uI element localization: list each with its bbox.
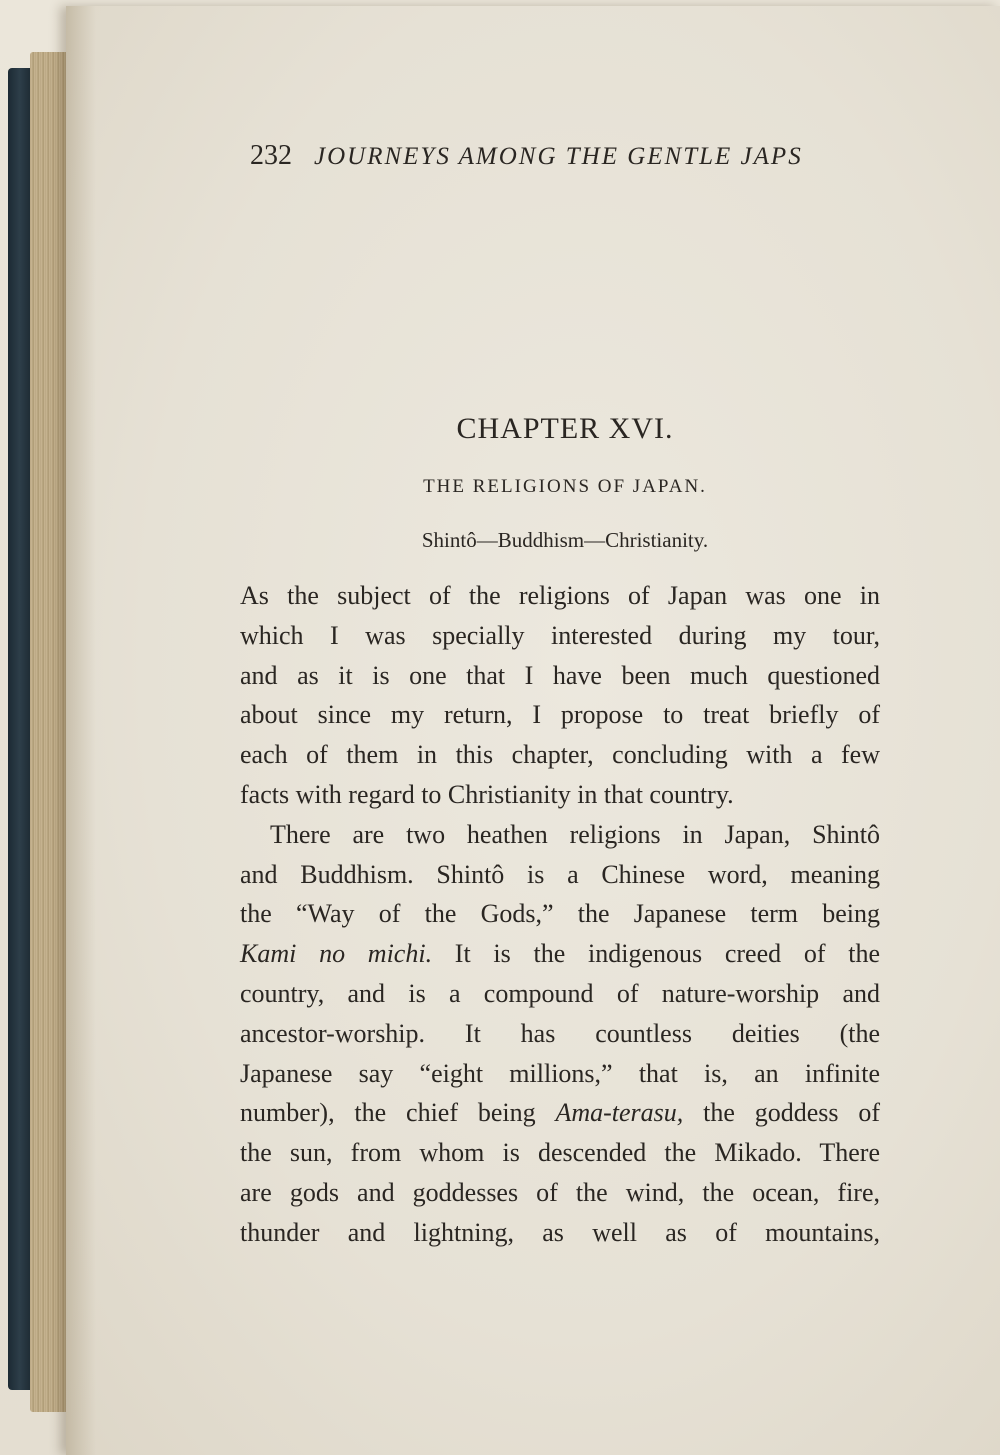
text-line: There are two heathen religions in Japan, Shintô [270,819,880,849]
italic-term: Ama-terasu, [555,1098,684,1128]
text-line: Japanese say “eight millions,” that is, an infinite [240,1058,880,1088]
text-line: each of them in this chapter, concluding with a few [240,740,880,770]
text-line: facts with regard to Christianity in that country. [240,779,734,809]
page-number: 232 [250,140,292,171]
text-line: As the subject of the religions of Japan was one in [240,581,880,610]
text-line [240,1093,880,1133]
running-head [250,140,870,180]
text-line [240,934,880,974]
chapter-subject: THE RELIGIONS OF JAPAN. [423,476,707,497]
italic-term: Kami no michi. [240,939,433,969]
chapter-summary: Shintô—Buddhism—Christianity. [421,528,709,552]
text-line: and Buddhism. Shintô is a Chinese word, meaning [240,859,880,889]
text-line: the “Way of the Gods,” the Japanese term being [240,899,880,929]
text-line: country, and is a compound of nature-worship and [240,978,880,1008]
text-span: It is the indigenous creed of the [432,939,880,969]
chapter-heading: CHAPTER XVI. [456,412,674,445]
running-title: JOURNEYS AMONG THE GENTLE JAPS [314,143,803,170]
text-line: thunder and lightning, as well as of mountains, [240,1217,880,1247]
text-line: about since my return, I propose to treat briefly of [240,700,880,730]
body-text [240,576,880,1253]
text-span: number), the chief being [240,1098,556,1128]
text-line: are gods and goddesses of the wind, the ocean, fire, [240,1177,880,1207]
text-line: ancestor-worship. It has countless deities (the [240,1018,880,1048]
text-span: the goddess of [683,1098,880,1128]
text-line: and as it is one that I have been much questioned [240,660,880,690]
text-line: which I was specially interested during my tour, [240,620,880,650]
text-line: the sun, from whom is descended the Mikado. There [240,1138,880,1168]
